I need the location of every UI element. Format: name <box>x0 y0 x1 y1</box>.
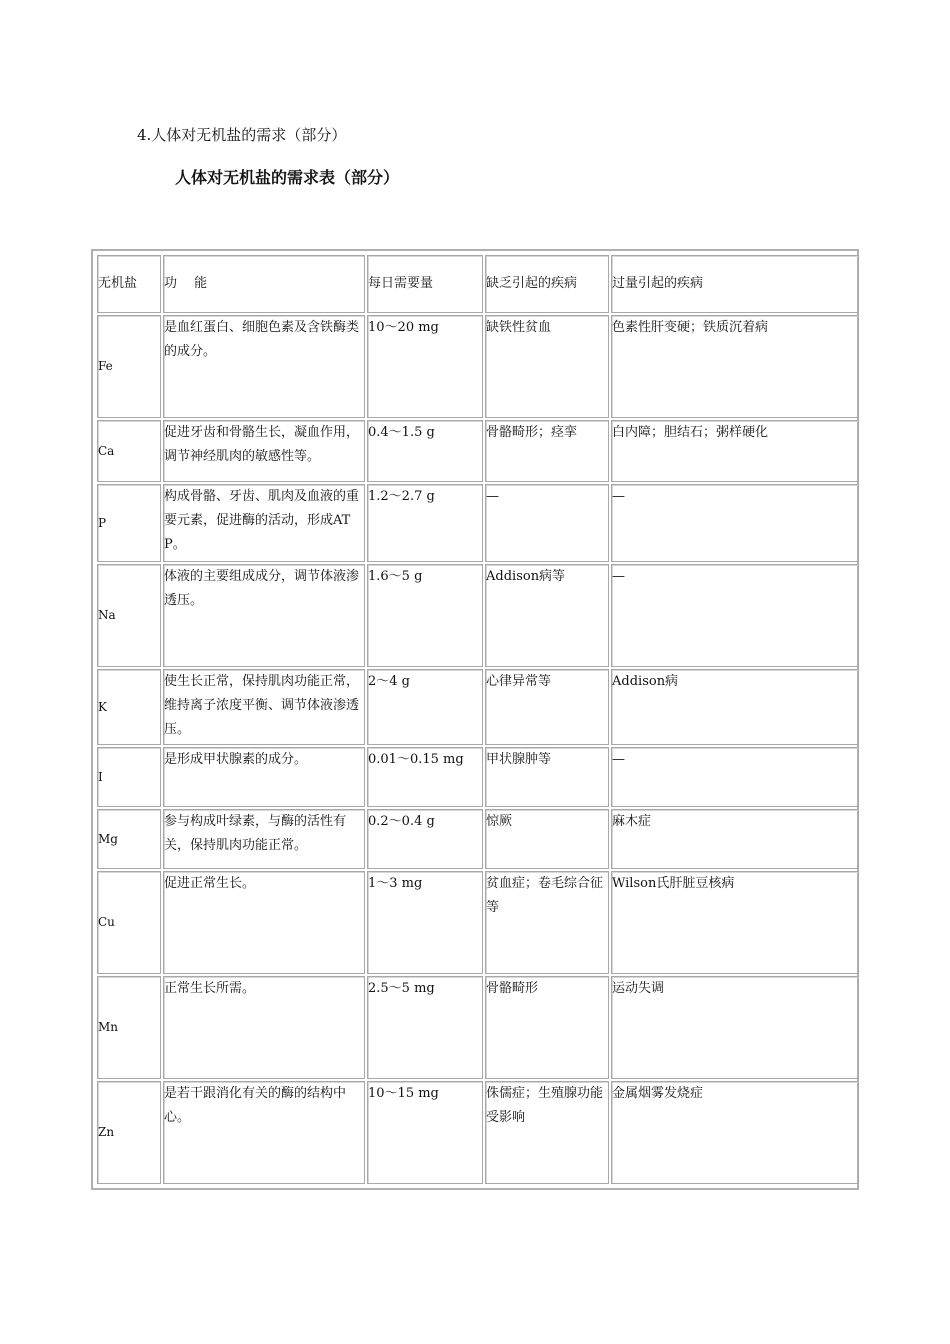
cell-daily: 1.2～2.7 g <box>367 484 483 562</box>
cell-element: Mn <box>97 976 161 1079</box>
cell-daily: 0.01～0.15 mg <box>367 747 483 807</box>
cell-daily: 10～15 mg <box>367 1081 483 1184</box>
table-row <box>97 1081 859 1184</box>
cell-deficiency: 甲状腺肿等 <box>485 747 609 807</box>
cell-daily: 0.4～1.5 g <box>367 420 483 482</box>
cell-element: Na <box>97 564 161 667</box>
cell-deficiency: 侏儒症；生殖腺功能受影响 <box>485 1081 609 1184</box>
cell-function: 促进牙齿和骨骼生长，凝血作用，调节神经肌肉的敏感性等。 <box>163 420 365 482</box>
cell-excess: 色素性肝变硬；铁质沉着病 <box>611 315 859 418</box>
cell-excess: 白内障；胆结石；粥样硬化 <box>611 420 859 482</box>
header-element: 无机盐 <box>97 255 161 313</box>
cell-deficiency: 贫血症；卷毛综合征等 <box>485 871 609 974</box>
table-row <box>97 484 859 562</box>
table-row <box>97 420 859 482</box>
cell-function: 使生长正常，保持肌肉功能正常，维持离子浓度平衡、调节体液渗透压。 <box>163 669 365 745</box>
cell-element: K <box>97 669 161 745</box>
cell-function: 是形成甲状腺素的成分。 <box>163 747 365 807</box>
cell-daily: 10～20 mg <box>367 315 483 418</box>
cell-deficiency: Addison病等 <box>485 564 609 667</box>
cell-function: 参与构成叶绿素，与酶的活性有关，保持肌肉功能正常。 <box>163 809 365 869</box>
cell-excess: 麻木症 <box>611 809 859 869</box>
mineral-requirements-table <box>91 249 859 1190</box>
table-row <box>97 976 859 1079</box>
cell-excess: 金属烟雾发烧症 <box>611 1081 859 1184</box>
cell-excess: 运动失调 <box>611 976 859 1079</box>
cell-function: 体液的主要组成成分，调节体液渗透压。 <box>163 564 365 667</box>
cell-deficiency: 骨骼畸形 <box>485 976 609 1079</box>
cell-excess: Addison病 <box>611 669 859 745</box>
cell-element: Ca <box>97 420 161 482</box>
cell-function: 是血红蛋白、细胞色素及含铁酶类的成分。 <box>163 315 365 418</box>
header-deficiency-disease: 缺乏引起的疾病 <box>485 255 609 313</box>
table-header-row <box>97 255 859 313</box>
table-row <box>97 564 859 667</box>
cell-daily: 2～4 g <box>367 669 483 745</box>
cell-element: Fe <box>97 315 161 418</box>
cell-daily: 1.6～5 g <box>367 564 483 667</box>
cell-excess: — <box>611 564 859 667</box>
cell-deficiency: — <box>485 484 609 562</box>
table-row <box>97 669 859 745</box>
cell-daily: 1～3 mg <box>367 871 483 974</box>
cell-excess: Wilson氏肝脏豆核病 <box>611 871 859 974</box>
cell-element: Zn <box>97 1081 161 1184</box>
table-row <box>97 315 859 418</box>
cell-excess: — <box>611 484 859 562</box>
header-excess-disease: 过量引起的疾病 <box>611 255 859 313</box>
header-function: 功 能 <box>163 255 365 313</box>
cell-deficiency: 惊厥 <box>485 809 609 869</box>
cell-daily: 0.2～0.4 g <box>367 809 483 869</box>
table-title: 人体对无机盐的需求表（部分） <box>175 168 400 187</box>
cell-excess: — <box>611 747 859 807</box>
cell-element: Cu <box>97 871 161 974</box>
table-row <box>97 871 859 974</box>
section-heading: 4.人体对无机盐的需求（部分） <box>137 126 347 144</box>
cell-daily: 2.5～5 mg <box>367 976 483 1079</box>
cell-element: P <box>97 484 161 562</box>
cell-function: 促进正常生长。 <box>163 871 365 974</box>
header-daily-requirement: 每日需要量 <box>367 255 483 313</box>
cell-element: I <box>97 747 161 807</box>
cell-function: 是若干跟消化有关的酶的结构中心。 <box>163 1081 365 1184</box>
cell-function: 构成骨骼、牙齿、肌肉及血液的重要元素，促进酶的活动，形成ATP。 <box>163 484 365 562</box>
table-row <box>97 747 859 807</box>
cell-element: Mg <box>97 809 161 869</box>
cell-deficiency: 心律异常等 <box>485 669 609 745</box>
cell-deficiency: 骨骼畸形；痉挛 <box>485 420 609 482</box>
table-row <box>97 809 859 869</box>
table <box>95 253 861 1186</box>
cell-function: 正常生长所需。 <box>163 976 365 1079</box>
cell-deficiency: 缺铁性贫血 <box>485 315 609 418</box>
